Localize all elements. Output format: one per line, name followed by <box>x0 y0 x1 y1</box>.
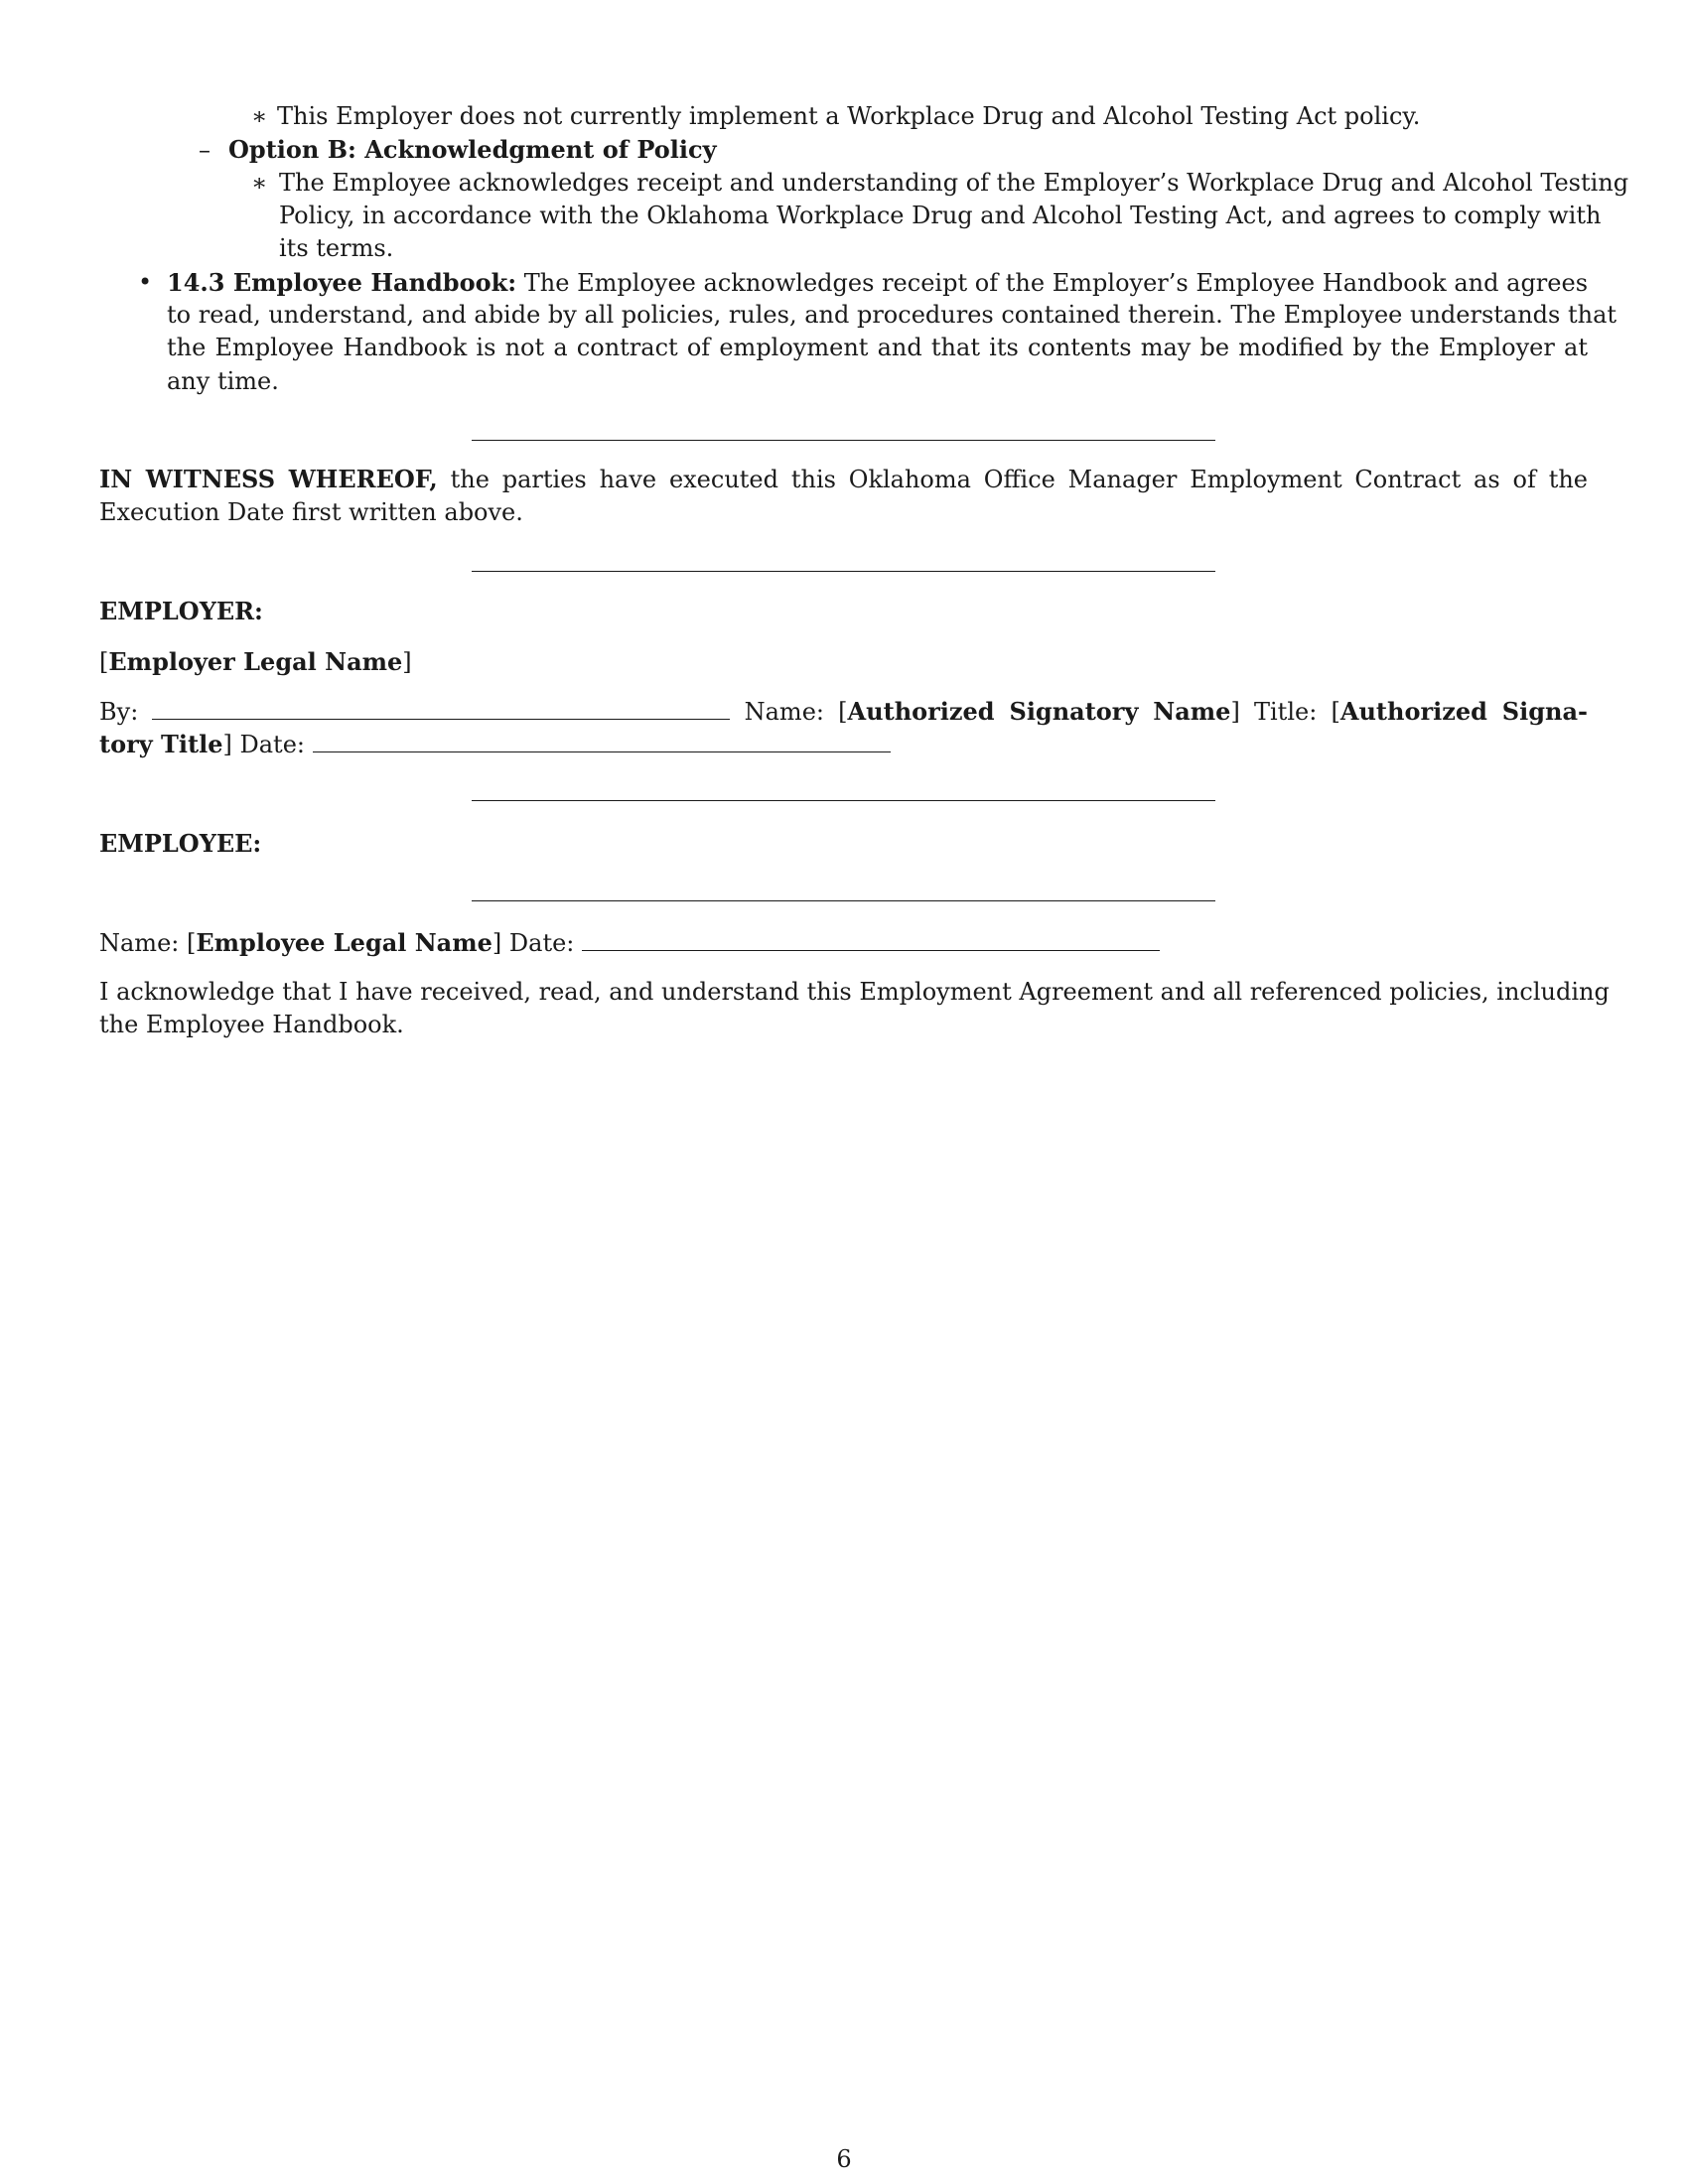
option-b-asterisk <box>251 167 277 201</box>
employee-date-blank[interactable] <box>582 928 1160 951</box>
handbook-heading: 14.3 Employee Handbook: <box>167 268 517 297</box>
handbook-line: to read, understand, and abide by all policies, rules, and procedures contained therein. The Employee understands that <box>167 301 1618 329</box>
date-label: Date: <box>239 731 305 758</box>
separator-rule <box>472 440 1215 441</box>
dash-bullet-icon: – <box>199 136 211 164</box>
witness-line-1 <box>99 463 1588 497</box>
employer-heading: EMPLOYER: <box>99 597 263 625</box>
employer-signature-line: By: Name: [Authorized Signatory Name] Title: [Authorized Signa- <box>99 697 1588 726</box>
page-number: 6 <box>836 2145 852 2173</box>
employer-date-line: tory Title] Date: <box>99 728 891 762</box>
asterisk-bullet-icon: ∗ <box>251 102 268 130</box>
option-b-text-line: The Employee acknowledges receipt and understanding of the Employer’s Workplace Drug and Alcohol Testing <box>279 169 1629 197</box>
employee-heading: EMPLOYEE: <box>99 829 262 858</box>
acknowledgment-line: I acknowledge that I have received, read, and understand this Employment Agreement and all referenced policies, including <box>99 978 1610 1006</box>
option-b-item <box>199 133 717 168</box>
name-label: Name: <box>744 698 824 726</box>
separator-rule <box>472 571 1215 572</box>
employer-date-blank[interactable] <box>313 730 891 752</box>
witness-lead: IN WITNESS WHEREOF, <box>99 465 438 493</box>
by-label: By: <box>99 698 139 726</box>
employer-signature-blank[interactable] <box>152 697 730 720</box>
signatory-title-part1: Authorized Signa- <box>1339 697 1588 726</box>
signatory-title-part2: tory Title <box>99 730 223 758</box>
handbook-text: The Employee acknowledges receipt of the Employer’s Employee Handbook and agrees <box>523 269 1589 297</box>
asterisk-bullet-icon: ∗ <box>251 169 268 197</box>
separator-rule <box>472 800 1215 801</box>
employer-legal-name: [Employer Legal Name] <box>99 647 412 676</box>
bullet-icon: • <box>138 268 153 296</box>
separator-rule <box>472 900 1215 901</box>
option-b-heading: Option B: Acknowledgment of Policy <box>228 135 717 164</box>
handbook-line: the Employee Handbook is not a contract of employment and that its contents may be modified by the Employer at <box>167 334 1588 361</box>
option-b-text-line: Policy, in accordance with the Oklahoma Workplace Drug and Alcohol Testing Act, and agrees to comply with <box>279 202 1602 229</box>
witness-line-2: Execution Date first written above. <box>99 498 523 526</box>
handbook-line: any time. <box>167 367 279 395</box>
employee-legal-name: Employee Legal Name <box>196 928 492 957</box>
title-label: Title: <box>1254 698 1318 726</box>
option-b-text-line: its terms. <box>279 234 394 262</box>
option-a-text: This Employer does not currently implement a Workplace Drug and Alcohol Testing Act policy. <box>277 102 1421 130</box>
employee-date-label: Date: <box>508 929 575 957</box>
employee-name-line: Name: [Employee Legal Name] Date: <box>99 926 1160 961</box>
option-a-item <box>251 100 1420 134</box>
handbook-line-1 <box>167 266 1588 301</box>
signatory-name: Authorized Signatory Name <box>847 697 1231 726</box>
employee-name-label: Name: <box>99 929 180 957</box>
witness-text: the parties have executed this Oklahoma Office Manager Employment Contract as of the <box>450 466 1588 493</box>
acknowledgment-line: the Employee Handbook. <box>99 1011 404 1038</box>
